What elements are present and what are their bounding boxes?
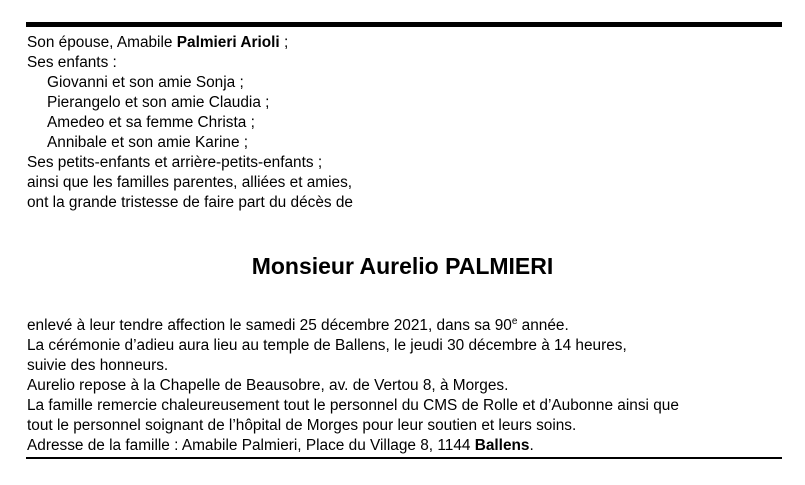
resting-place-line: Aurelio repose à la Chapelle de Beausobre, av. de Vertou 8, à Morges.	[27, 377, 509, 394]
thanks-line-continued: tout le personnel soignant de l’hôpital de Morges pour leur soutien et leurs soins.	[27, 417, 577, 434]
thanks-line: La famille remercie chaleureusement tout le personnel du CMS de Rolle et d’Aubonne ainsi que	[27, 397, 679, 414]
deceased-name: Monsieur Aurelio PALMIERI	[251, 253, 554, 279]
grandchildren-line: Ses petits-enfants et arrière-petits-enfants ;	[27, 154, 323, 171]
bottom-rule	[26, 457, 782, 459]
passed-away-line	[27, 316, 569, 336]
passed-away-text: enlevé à leur tendre affection le samedi 25 décembre 2021, dans sa 90	[27, 317, 512, 334]
passed-away-suffix: année.	[517, 317, 569, 334]
child-item: Amedeo et sa femme Christa ;	[47, 114, 255, 131]
spouse-suffix: ;	[279, 34, 289, 51]
child-item: Giovanni et son amie Sonja ;	[47, 74, 244, 91]
address-text: Adresse de la famille : Amabile Palmieri, Place du Village 8, 1144	[27, 437, 475, 454]
child-item: Annibale et son amie Karine ;	[47, 134, 249, 151]
relatives-line: ainsi que les familles parentes, alliées et amies,	[27, 174, 353, 191]
spouse-line	[27, 33, 288, 53]
spouse-name-bold: Palmieri Arioli	[176, 34, 280, 51]
address-suffix: .	[529, 437, 534, 454]
ordinal-superscript: e	[511, 316, 518, 327]
child-item: Pierangelo et son amie Claudia ;	[47, 94, 270, 111]
family-address-line	[27, 436, 534, 456]
ceremony-line-continued: suivie des honneurs.	[27, 357, 169, 374]
ceremony-line: La cérémonie d’adieu aura lieu au temple de Ballens, le jeudi 30 décembre à 14 heures,	[27, 337, 627, 354]
spouse-text: Son épouse, Amabile	[27, 34, 177, 51]
children-heading: Ses enfants :	[27, 54, 117, 71]
top-rule	[26, 22, 782, 27]
address-town-bold: Ballens	[474, 437, 530, 454]
announcement-line: ont la grande tristesse de faire part du décès de	[27, 194, 353, 211]
